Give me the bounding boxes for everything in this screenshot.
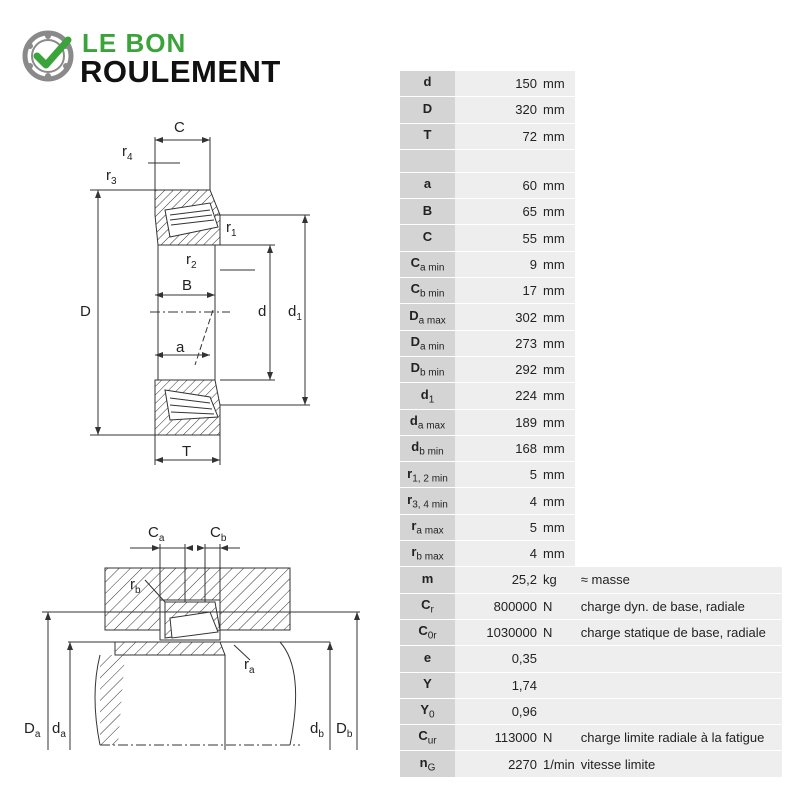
spec-description xyxy=(575,199,782,225)
spec-value: 60 xyxy=(455,172,541,198)
spec-symbol: $C_r$ xyxy=(400,593,455,619)
label-r1: $r_1$ xyxy=(226,219,237,239)
spec-row xyxy=(400,330,782,356)
spec-symbol: a xyxy=(400,172,455,198)
spec-description xyxy=(575,514,782,540)
label-Cb: $C_b$ xyxy=(210,524,227,544)
label-a: a xyxy=(176,339,185,356)
spec-description: ≈ masse xyxy=(575,567,782,593)
spec-unit: N xyxy=(541,619,575,645)
label-db: $d_b$ xyxy=(310,720,324,740)
spec-unit: mm xyxy=(541,172,575,198)
label-r4: $r_4$ xyxy=(122,143,133,163)
spec-value: 273 xyxy=(455,330,541,356)
spec-description xyxy=(575,698,782,724)
spec-row xyxy=(400,409,782,435)
label-B: B xyxy=(182,277,193,294)
spec-unit: mm xyxy=(541,278,575,304)
spec-symbol: $C_{ur}$ xyxy=(400,725,455,751)
spec-symbol: $C_{a min}$ xyxy=(400,251,455,277)
spec-value: 65 xyxy=(455,199,541,225)
spec-description xyxy=(575,97,782,123)
label-d1: $d_1$ xyxy=(288,303,302,323)
spec-description: charge statique de base, radiale xyxy=(575,619,782,645)
spec-description xyxy=(575,646,782,672)
spec-value: 25,2 xyxy=(455,567,541,593)
spec-row xyxy=(400,278,782,304)
spec-description: vitesse limite xyxy=(575,751,782,777)
spec-value: 55 xyxy=(455,225,541,251)
spec-symbol: d xyxy=(400,71,455,97)
spec-value: 800000 xyxy=(455,593,541,619)
spec-row xyxy=(400,514,782,540)
label-Da: $D_a$ xyxy=(24,720,41,740)
spec-value: 17 xyxy=(455,278,541,304)
spec-symbol: B xyxy=(400,199,455,225)
spec-row xyxy=(400,172,782,198)
spec-value: 2270 xyxy=(455,751,541,777)
spec-row xyxy=(400,383,782,409)
spec-symbol: $d_{b min}$ xyxy=(400,435,455,461)
spec-unit: mm xyxy=(541,435,575,461)
spec-symbol: $n_G$ xyxy=(400,751,455,777)
spec-value: 189 xyxy=(455,409,541,435)
spec-row xyxy=(400,672,782,698)
spec-value: 292 xyxy=(455,356,541,382)
spec-symbol: $C_{b min}$ xyxy=(400,278,455,304)
label-r3: $r_3$ xyxy=(106,167,117,187)
spec-description xyxy=(575,462,782,488)
spec-value: 168 xyxy=(455,435,541,461)
label-da: $d_a$ xyxy=(52,720,66,740)
spec-value: 113000 xyxy=(455,725,541,751)
spec-value: 0,96 xyxy=(455,698,541,724)
spec-unit: mm xyxy=(541,514,575,540)
spec-unit: kg xyxy=(541,567,575,593)
spec-unit: mm xyxy=(541,383,575,409)
spec-symbol: $r_{a max}$ xyxy=(400,514,455,540)
bearing-dimension-drawing xyxy=(70,115,330,475)
spec-value: 150 xyxy=(455,71,541,97)
spec-symbol: C xyxy=(400,225,455,251)
spec-row xyxy=(400,97,782,123)
spec-unit: mm xyxy=(541,304,575,330)
spec-symbol: $r_{b max}$ xyxy=(400,541,455,567)
spec-unit: N xyxy=(541,593,575,619)
spec-row xyxy=(400,488,782,514)
label-C: C xyxy=(174,119,185,136)
spec-table xyxy=(400,71,782,778)
spec-unit: mm xyxy=(541,356,575,382)
spec-value: 5 xyxy=(455,462,541,488)
spec-row xyxy=(400,619,782,645)
spec-description xyxy=(575,672,782,698)
label-rb: $r_b$ xyxy=(130,576,141,596)
spec-unit xyxy=(541,672,575,698)
spec-row xyxy=(400,698,782,724)
spec-description xyxy=(575,435,782,461)
spec-symbol: Y xyxy=(400,672,455,698)
spec-symbol: $r_{1, 2 min}$ xyxy=(400,462,455,488)
spec-value: 302 xyxy=(455,304,541,330)
spec-description xyxy=(575,71,782,97)
spec-row xyxy=(400,751,782,777)
spec-value: 0,35 xyxy=(455,646,541,672)
spec-symbol: $d_1$ xyxy=(400,383,455,409)
spec-unit: mm xyxy=(541,462,575,488)
spec-description xyxy=(575,123,782,149)
label-d: d xyxy=(258,303,267,320)
mounting-dimension-drawing xyxy=(20,520,370,760)
spec-unit xyxy=(541,698,575,724)
label-Db: $D_b$ xyxy=(336,720,353,740)
spec-symbol: $Y_0$ xyxy=(400,698,455,724)
spec-row xyxy=(400,251,782,277)
spec-value: 72 xyxy=(455,123,541,149)
spec-unit: mm xyxy=(541,97,575,123)
spec-row xyxy=(400,123,782,149)
spec-unit: N xyxy=(541,725,575,751)
label-T: T xyxy=(182,443,192,460)
brand-logo xyxy=(22,26,312,89)
spec-row xyxy=(400,71,782,97)
spec-description xyxy=(575,172,782,198)
label-Ca: $C_a$ xyxy=(148,524,165,544)
spec-symbol: T xyxy=(400,123,455,149)
spec-description: charge limite radiale à la fatigue xyxy=(575,725,782,751)
spec-unit: mm xyxy=(541,330,575,356)
spec-description xyxy=(575,278,782,304)
spec-row xyxy=(400,304,782,330)
spec-unit xyxy=(541,646,575,672)
spec-row xyxy=(400,356,782,382)
spec-unit: mm xyxy=(541,225,575,251)
label-D: D xyxy=(80,303,91,320)
spec-row xyxy=(400,435,782,461)
spec-description xyxy=(575,383,782,409)
spec-value: 5 xyxy=(455,514,541,540)
spec-symbol: $r_{3, 4 min}$ xyxy=(400,488,455,514)
spec-row xyxy=(400,541,782,567)
spec-symbol: $d_{a max}$ xyxy=(400,409,455,435)
spec-unit: mm xyxy=(541,488,575,514)
spec-description xyxy=(575,330,782,356)
spec-description xyxy=(575,304,782,330)
spec-symbol: $D_{a min}$ xyxy=(400,330,455,356)
spec-value: 9 xyxy=(455,251,541,277)
spec-row xyxy=(400,225,782,251)
spec-value: 4 xyxy=(455,541,541,567)
spec-symbol: D xyxy=(400,97,455,123)
spec-row xyxy=(400,593,782,619)
logo-line1: LE BON xyxy=(82,28,187,58)
spec-value: 224 xyxy=(455,383,541,409)
spec-unit: 1/min xyxy=(541,751,575,777)
spec-unit: mm xyxy=(541,251,575,277)
spec-symbol: $D_{a max}$ xyxy=(400,304,455,330)
spec-description xyxy=(575,356,782,382)
spec-unit: mm xyxy=(541,71,575,97)
spec-description xyxy=(575,251,782,277)
spec-description xyxy=(575,488,782,514)
label-r2: $r_2$ xyxy=(186,251,197,271)
spec-symbol: m xyxy=(400,567,455,593)
spec-description: charge dyn. de base, radiale xyxy=(575,593,782,619)
spec-row xyxy=(400,462,782,488)
spec-row xyxy=(400,646,782,672)
spec-unit: mm xyxy=(541,541,575,567)
spec-description xyxy=(575,225,782,251)
spec-description xyxy=(575,541,782,567)
spec-value: 1030000 xyxy=(455,619,541,645)
spec-row xyxy=(400,199,782,225)
spec-symbol: e xyxy=(400,646,455,672)
spec-value: 1,74 xyxy=(455,672,541,698)
spec-unit: mm xyxy=(541,123,575,149)
spec-row xyxy=(400,725,782,751)
spec-value: 320 xyxy=(455,97,541,123)
spec-value: 4 xyxy=(455,488,541,514)
spec-unit: mm xyxy=(541,199,575,225)
logo-line2: ROULEMENT xyxy=(80,54,281,89)
label-ra: $r_a$ xyxy=(244,656,255,676)
spec-row xyxy=(400,567,782,593)
spec-symbol: $C_{0r}$ xyxy=(400,619,455,645)
spec-unit: mm xyxy=(541,409,575,435)
spec-symbol: $D_{b min}$ xyxy=(400,356,455,382)
spec-spacer-row xyxy=(400,149,782,172)
spec-description xyxy=(575,409,782,435)
bearing-check-icon xyxy=(22,28,78,84)
